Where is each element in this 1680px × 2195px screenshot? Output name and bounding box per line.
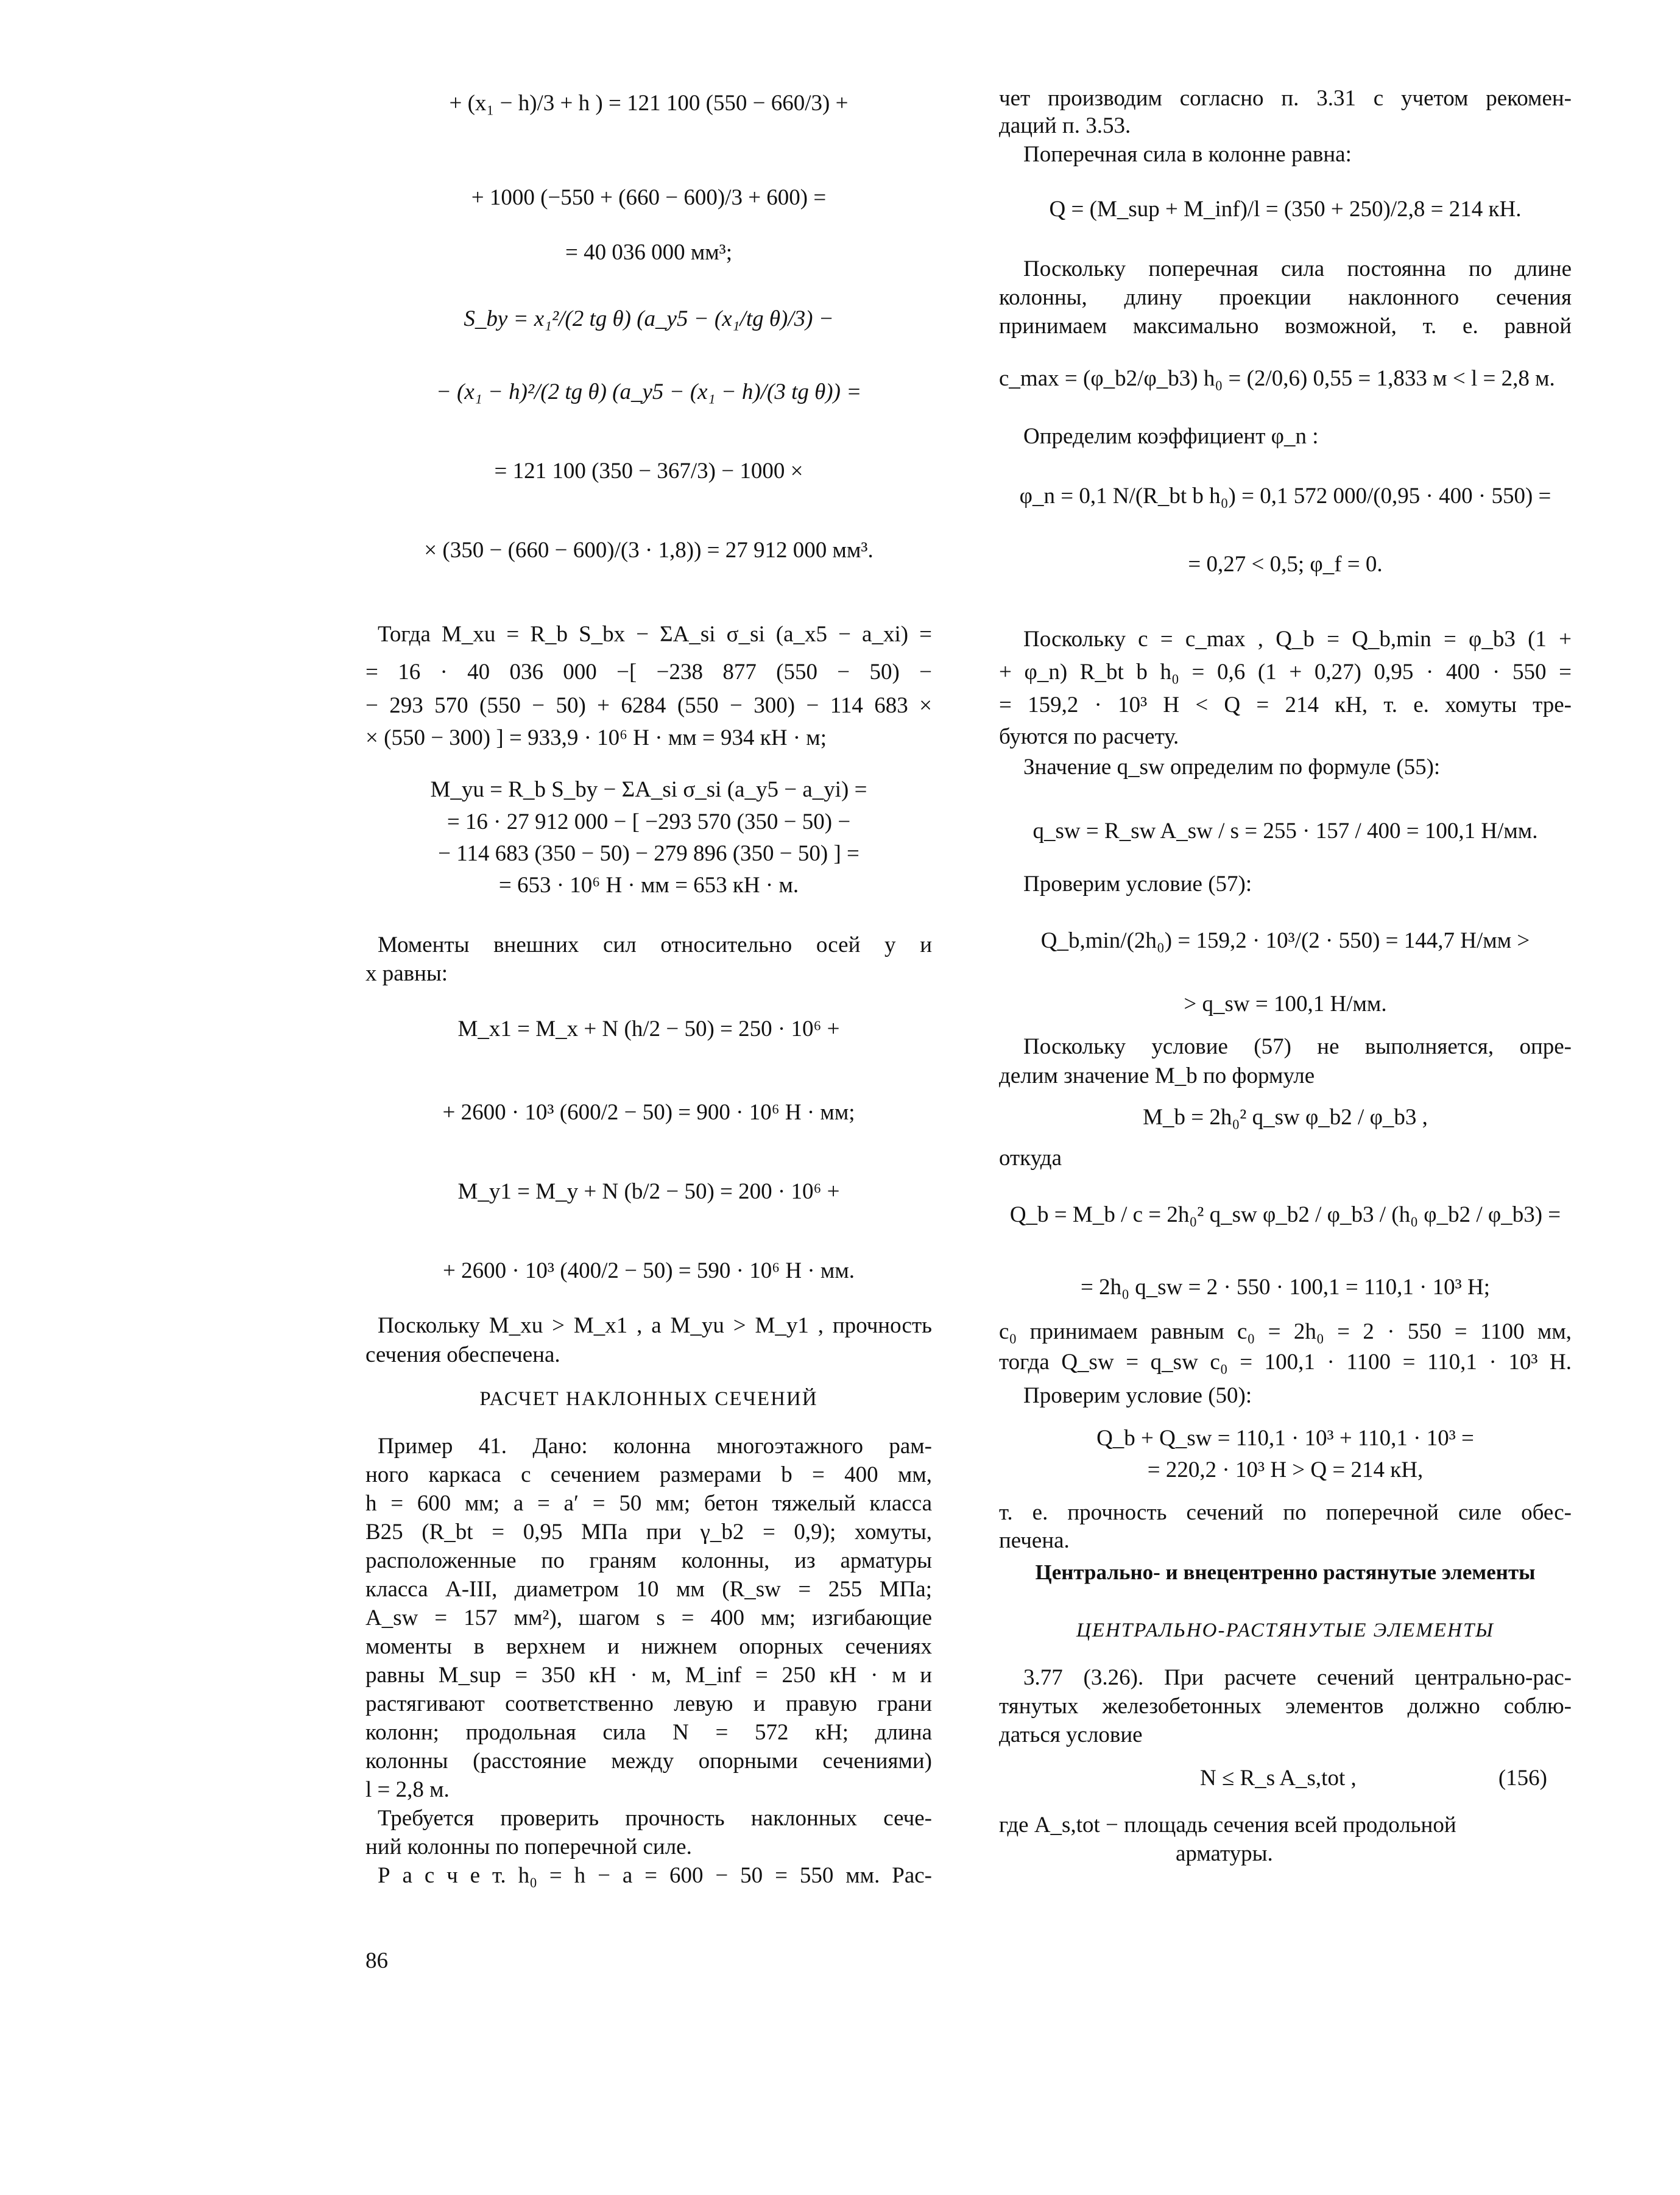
equation-number: (156) (1498, 1766, 1547, 1791)
text-line: моменты в верхнем и нижнем опорных сечениях (365, 1634, 932, 1659)
text-line: h = 600 мм; a = a′ = 50 мм; бетон тяжелый класса (365, 1491, 932, 1516)
text-line: принимаем максимально возможной, т. е. равной (999, 314, 1572, 339)
formula-line: > q_sw = 100,1 Н/мм. (1184, 992, 1387, 1016)
text-line: Поскольку c = c_max , Q_b = Q_b,min = φ_b3 (1 + (1023, 627, 1572, 652)
section-heading: РАСЧЕТ НАКЛОННЫХ СЕЧЕНИЙ (479, 1388, 818, 1410)
text-line: класса А-III, диаметром 10 мм (R_sw = 255 МПа; (365, 1577, 932, 1602)
text-line: тянутых железобетонных элементов должно соблю- (999, 1694, 1572, 1719)
formula-line: + 2600 · 10³ (400/2 − 50) = 590 · 10⁶ Н · мм. (442, 1258, 855, 1283)
text-line: расположенные по граням колонны, из арматуры (365, 1548, 932, 1573)
text-line: буются по расчету. (999, 724, 1179, 749)
text-line: x равны: (365, 961, 448, 986)
formula-line: M_x1 = M_x + N (h/2 − 50) = 250 · 10⁶ + (457, 1016, 840, 1041)
formula-line: = 40 036 000 мм³; (565, 240, 733, 265)
text-line: c₀ принимаем равным c₀ = 2h₀ = 2 · 550 = 1100 мм, (999, 1319, 1572, 1344)
formula-line: Q_b + Q_sw = 110,1 · 10³ + 110,1 · 10³ = (1096, 1426, 1474, 1451)
text-line: Требуется проверить прочность наклонных сече- (378, 1806, 932, 1831)
text-line: Пример 41. Дано: колонна многоэтажного рам- (378, 1434, 932, 1459)
text-line: Поскольку M_xu > M_x1 , а M_yu > M_y1 , прочность (378, 1313, 932, 1338)
text-line: ного каркаса с сечением размерами b = 400 мм, (365, 1462, 932, 1487)
text-line: Определим коэффициент φ_n : (1023, 424, 1319, 449)
formula-line: Q_b = M_b / c = 2h₀² q_sw φ_b2 / φ_b3 / (h₀ φ_b2 / φ_b3) = (1009, 1202, 1561, 1227)
text-line: Проверим условие (57): (1023, 872, 1252, 897)
text-line: Значение q_sw определим по формуле (55): (1023, 755, 1441, 780)
text-line: делим значение M_b по формуле (999, 1063, 1315, 1088)
formula-line: M_b = 2h₀² q_sw φ_b2 / φ_b3 , (1143, 1105, 1428, 1130)
text-line: арматуры. (1176, 1841, 1273, 1866)
page-number: 86 (365, 1948, 388, 1973)
formula-line: = 2h₀ q_sw = 2 · 550 · 100,1 = 110,1 · 10³ Н; (1080, 1275, 1491, 1300)
formula-line: S_by = x₁²/(2 tg θ) (a_y5 − (x₁/tg θ)/3) − (464, 306, 834, 331)
formula-line: = 16 · 27 912 000 − [ −293 570 (350 − 50) − (446, 809, 851, 834)
formula-line: − 114 683 (350 − 50) − 279 896 (350 − 50) ] = (438, 841, 859, 866)
text-line: растягивают соответственно левую и правую грани (365, 1691, 932, 1716)
formula-line: M_yu = R_b S_by − ΣA_si σ_si (a_y5 − a_yi) = (430, 777, 867, 802)
subsection-heading: ЦЕНТРАЛЬНО-РАСТЯНУТЫЕ ЭЛЕМЕНТЫ (1076, 1619, 1494, 1641)
text-line: − 293 570 (550 − 50) + 6284 (550 − 300) − 114 683 × (365, 693, 932, 718)
text-line: чет производим согласно п. 3.31 с учетом рекомен- (999, 86, 1572, 111)
formula-line: φ_n = 0,1 N/(R_bt b h₀) = 0,1 572 000/(0,95 · 400 · 550) = (1019, 484, 1551, 509)
text-line: т. е. прочность сечений по поперечной силе обес- (999, 1500, 1572, 1525)
formula-line: = 220,2 · 10³ Н > Q = 214 кН, (1147, 1457, 1424, 1482)
text-line: Проверим условие (50): (1023, 1383, 1252, 1408)
formula-line: − (x₁ − h)²/(2 tg θ) (a_y5 − (x₁ − h)/(3 tg θ)) = (436, 379, 862, 404)
text-line: откуда (999, 1146, 1062, 1171)
text-line: тогда Q_sw = q_sw c₀ = 100,1 · 1100 = 110,1 · 10³ Н. (999, 1350, 1572, 1375)
formula-line: M_y1 = M_y + N (b/2 − 50) = 200 · 10⁶ + (457, 1179, 840, 1204)
text-line: Поперечная сила в колонне равна: (1023, 142, 1352, 167)
text-line: 3.77 (3.26). При расчете сечений центрально-рас- (1023, 1665, 1572, 1690)
text-line: колонн; продольная сила N = 572 кН; длина (365, 1720, 932, 1745)
text-line: Тогда M_xu = R_b S_bx − ΣA_si σ_si (a_x5 − a_xi) = (378, 622, 932, 647)
text-line: В25 (R_bt = 0,95 МПа при γ_b2 = 0,9); хомуты, (365, 1520, 932, 1545)
text-line: даций п. 3.53. (999, 113, 1131, 138)
section-heading: Центрально- и внецентренно растянутые элементы (1035, 1560, 1536, 1584)
text-line: Поскольку поперечная сила постоянна по длине (1023, 256, 1572, 281)
text-line: Р а с ч е т. h₀ = h − a = 600 − 50 = 550 мм. Рас- (378, 1863, 932, 1888)
formula-line: c_max = (φ_b2/φ_b3) h₀ = (2/0,6) 0,55 = 1,833 м < l = 2,8 м. (999, 366, 1555, 391)
formula-line: Q_b,min/(2h₀) = 159,2 · 10³/(2 · 550) = 144,7 Н/мм > (1040, 928, 1530, 953)
formula-line: = 653 · 10⁶ Н · мм = 653 кН · м. (498, 873, 799, 898)
text-line: колонны (расстояние между опорными сечениями) (365, 1749, 932, 1774)
text-line: колонны, длину проекции наклонного сечения (999, 285, 1572, 310)
text-line: даться условие (999, 1722, 1143, 1747)
text-line: сечения обеспечена. (365, 1342, 560, 1367)
formula-line: Q = (M_sup + M_inf)/l = (350 + 250)/2,8 = 214 кН. (1049, 197, 1522, 222)
formula-line: × (350 − (660 − 600)/(3 · 1,8)) = 27 912 000 мм³. (424, 538, 874, 563)
text-line: × (550 − 300) ] = 933,9 · 10⁶ Н · мм = 934 кН · м; (365, 725, 827, 750)
formula-line: + 1000 (−550 + (660 − 600)/3 + 600) = (471, 185, 827, 210)
formula-line: + (x₁ − h)/3 + h ) = 121 100 (550 − 660/3) + (449, 91, 849, 116)
formula-line: q_sw = R_sw A_sw / s = 255 · 157 / 400 = 100,1 Н/мм. (1032, 819, 1538, 844)
formula-line: + 2600 · 10³ (600/2 − 50) = 900 · 10⁶ Н · мм; (442, 1100, 855, 1125)
text-line: где A_s,tot − площадь сечения всей продольной (999, 1813, 1456, 1837)
formula-line: = 0,27 < 0,5; φ_f = 0. (1188, 552, 1383, 577)
text-line: + φ_n) R_bt b h₀ = 0,6 (1 + 0,27) 0,95 · 400 · 550 = (999, 660, 1572, 685)
text-line: равны M_sup = 350 кН · м, M_inf = 250 кН · м и (365, 1663, 932, 1688)
text-line: Поскольку условие (57) не выполняется, опре- (1023, 1034, 1572, 1059)
formula-line: N ≤ R_s A_s,tot , (1200, 1766, 1357, 1791)
text-line: A_sw = 157 мм²), шагом s = 400 мм; изгибающие (365, 1605, 932, 1630)
text-line: = 16 · 40 036 000 −[ −238 877 (550 − 50) − (365, 660, 932, 685)
text-line: Моменты внешних сил относительно осей y и (378, 932, 932, 957)
text-line: печена. (999, 1528, 1070, 1553)
text-line: l = 2,8 м. (365, 1777, 450, 1802)
formula-line: = 121 100 (350 − 367/3) − 1000 × (494, 459, 803, 484)
text-line: = 159,2 · 10³ Н < Q = 214 кН, т. е. хомуты тре- (999, 692, 1572, 717)
text-line: ний колонны по поперечной силе. (365, 1834, 692, 1859)
